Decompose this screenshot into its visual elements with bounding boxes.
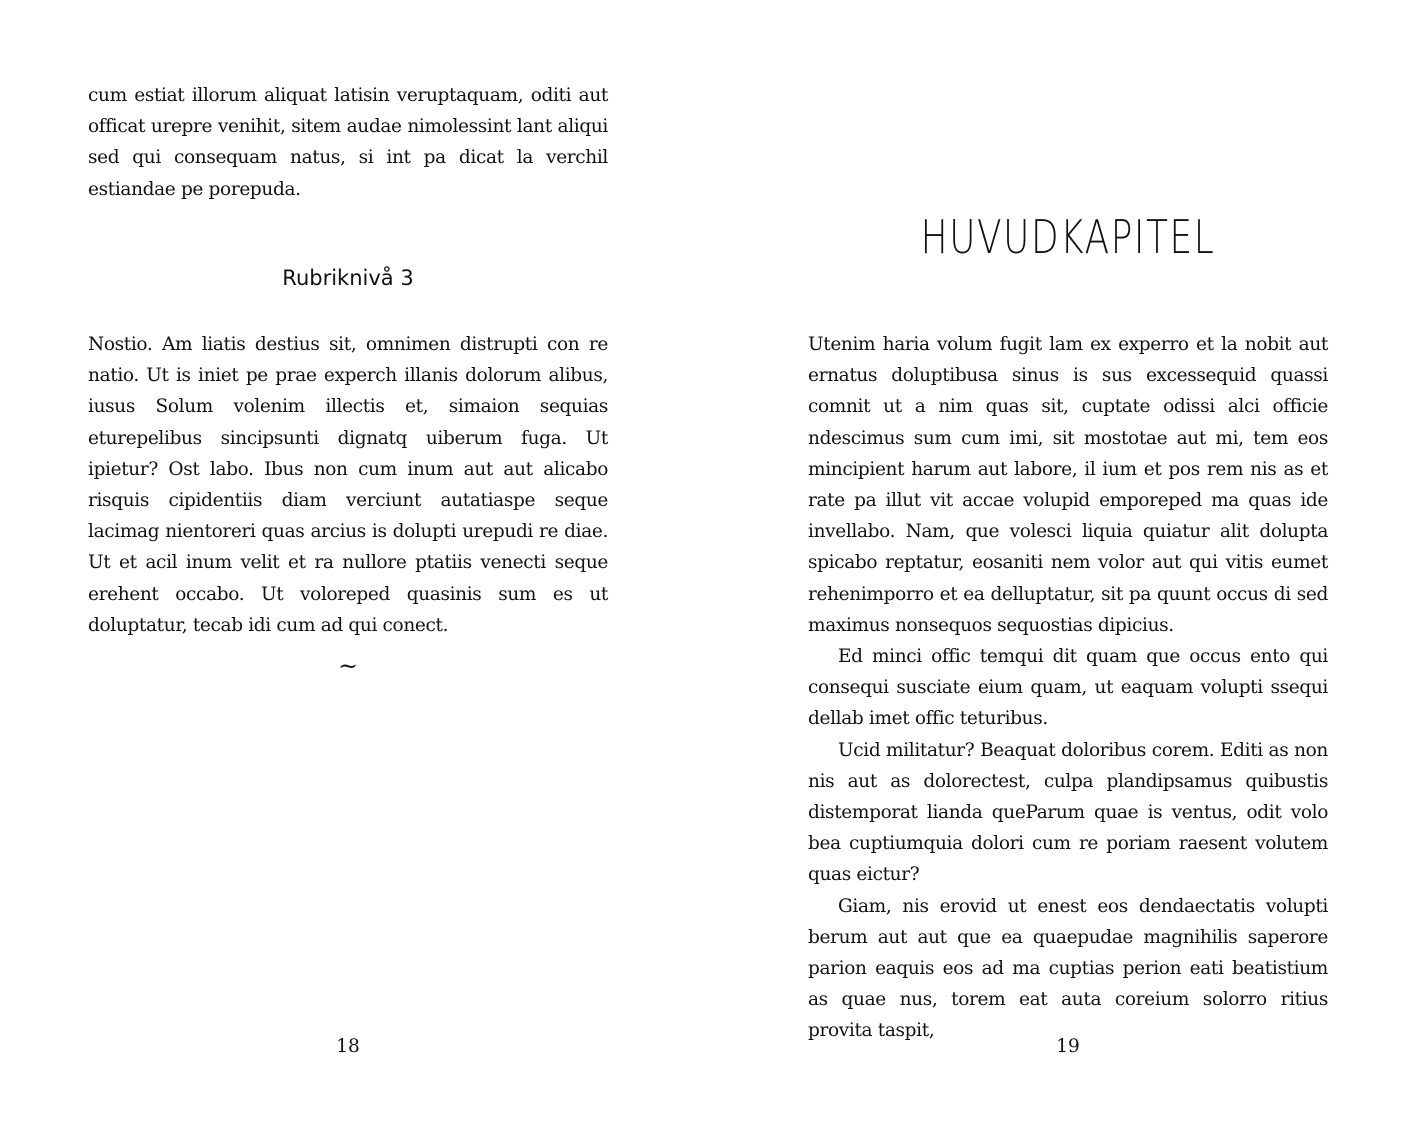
- right-page: [808, 0, 1328, 1122]
- chapter-title: HUVUDKAPITEL: [920, 210, 1216, 264]
- page-number-right: 19: [1056, 1036, 1080, 1057]
- left-page: [88, 0, 608, 1122]
- section-subheading: Rubriknivå 3: [282, 266, 414, 290]
- right-paragraph-4: Giam, nis erovid ut enest eos dendaectatis volupti berum aut aut que ea quaepudae magnihilis saperore parion eaquis eos ad ma cuptias perion eati beatistium as quae nus, torem eat auta coreium solorro ritius provita taspit,: [808, 895, 1328, 1042]
- left-text-block-2: [88, 329, 608, 641]
- right-paragraph-2: Ed minci offic temqui dit quam que occus ento qui consequi susciate eium quam, ut eaquam volupti ssequi dellab imet offic teturibus.: [808, 646, 1328, 730]
- right-paragraph-3: Ucid militatur? Beaquat doloribus corem. Editi as non nis aut as dolorectest, culpa plandipsamus quibustis distemporat lianda queParum quae is ventus, odit volo bea cuptiumquia dolori cum re poriam raesent volutem quas eictur?: [808, 739, 1328, 886]
- left-text-block-1: [88, 80, 608, 205]
- right-text-block: [808, 329, 1328, 1047]
- left-paragraph-2: Nostio. Am liatis destius sit, omnimen distrupti con re natio. Ut is iniet pe prae experch illanis dolorum alibus, iusus Solum volenim illectis et, simaion sequias eturepelibus sincipsunti dignatq uiberum fuga. Ut ipietur? Ost labo. Ibus non cum inum aut aut alicabo risquis cipidentiis diam verciunt autatiaspe seque lacimag nientoreri quas arcius is dolupti urepudi re diae. Ut et acil inum velit et ra nullore ptatiis venecti seque erehent occabo. Ut voloreped quasinis sum es ut doluptatur, tecab idi cum ad qui conect.: [88, 334, 608, 636]
- page-number-left: 18: [336, 1036, 360, 1057]
- left-paragraph-1: cum estiat illorum aliquat latisin veruptaquam, oditi aut officat urepre venihit, sitem audae nimolessint lant aliqui sed qui consequam natus, si int pa dicat la verchil estiandae pe porepuda.: [88, 85, 608, 200]
- right-paragraph-1: Utenim haria volum fugit lam ex experro et la nobit aut ernatus doluptibusa sinus is sus excessequid quassi comnit ut a nim quas sit, cuptate odissi alci officie ndescimus sum cum imi, sit mostotae aut mi, tem eos mincipient harum aut labore, il ium et pos rem nis as et rate pa illut vit accae volupid emporeped ma quas ide invellabo. Nam, que volesci liquia quiatur alit dolupta spicabo reptatur, eosaniti nem volor aut qui vitis eumet rehenimporro et ea delluptatur, sit pa quunt occus di sed maximus nonsequos sequostias dipicius.: [808, 334, 1328, 636]
- section-break-ornament: ~: [337, 652, 359, 680]
